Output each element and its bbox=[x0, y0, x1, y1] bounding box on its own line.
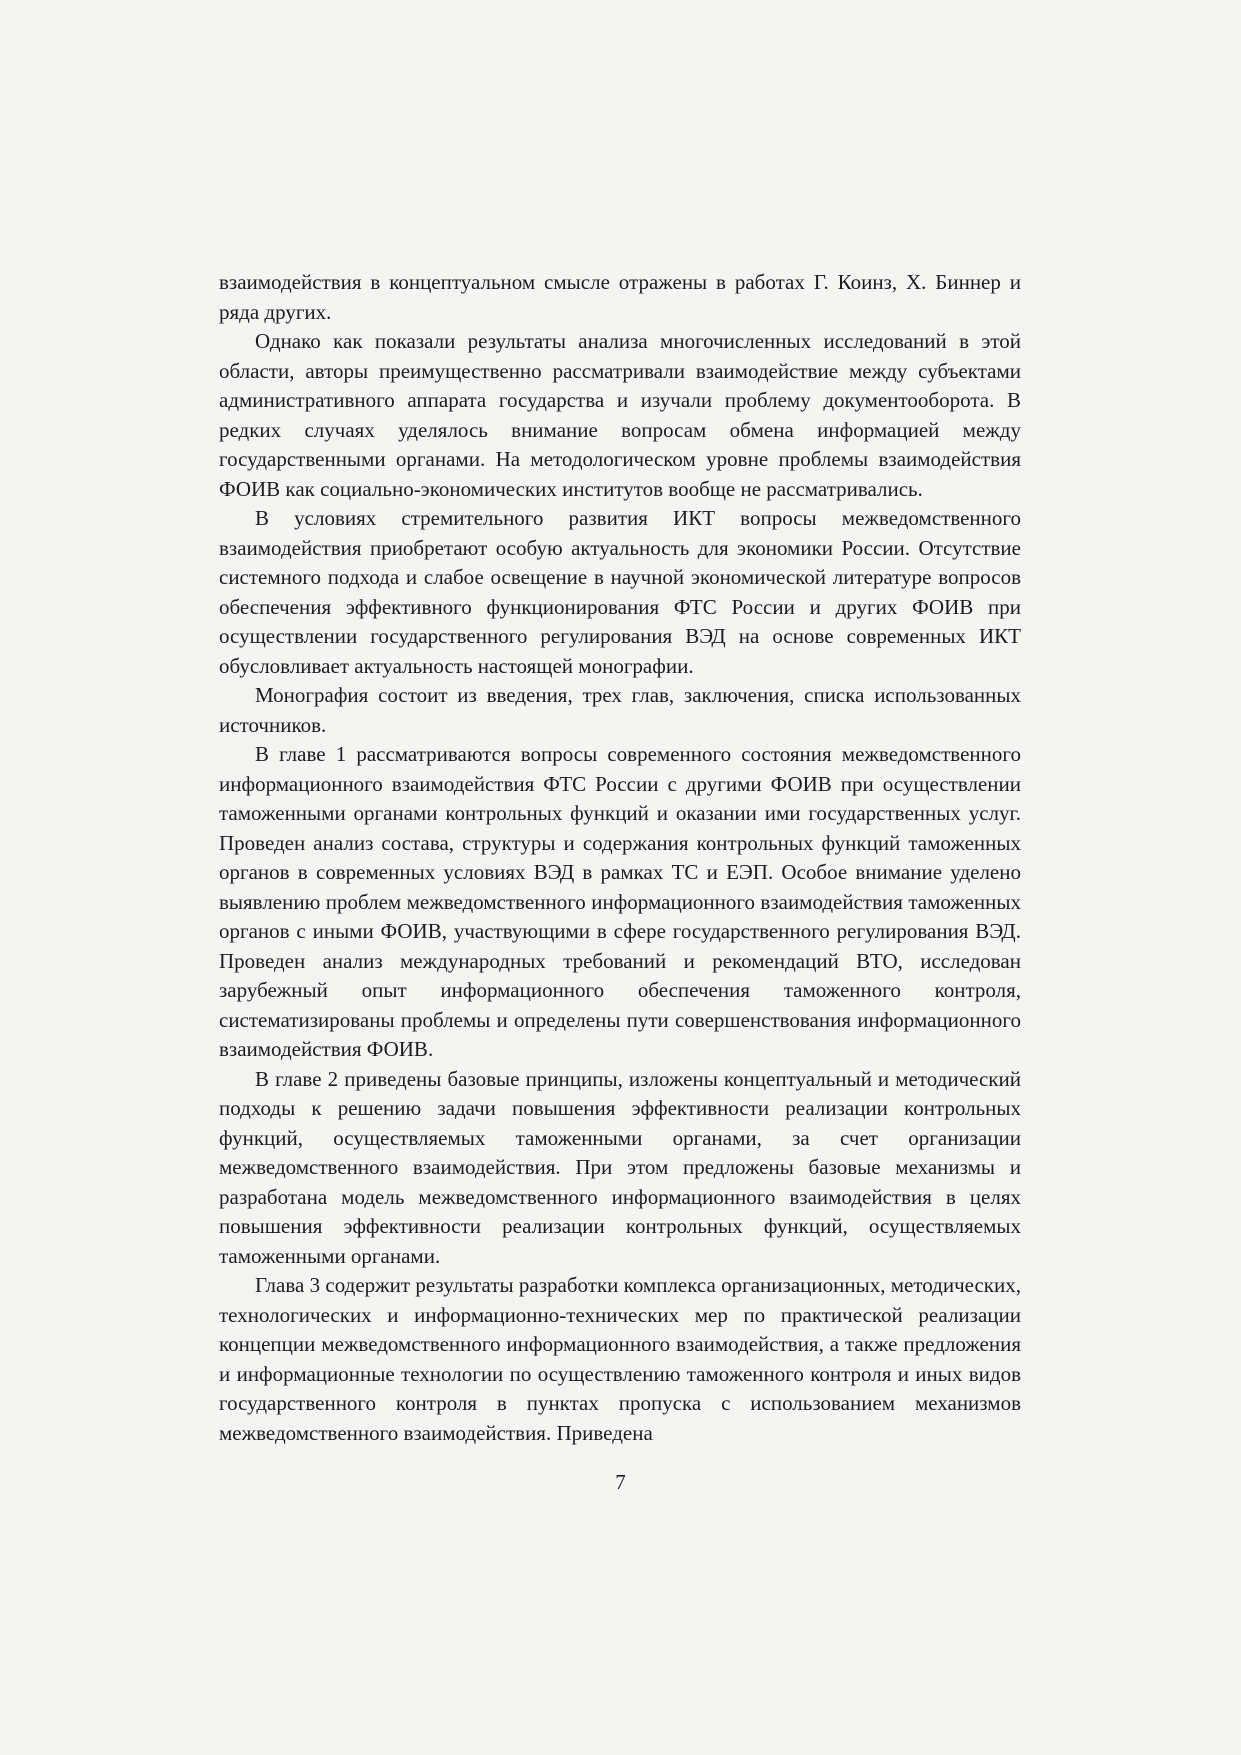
paragraph-chapter-3: Глава 3 содержит результаты разработки комплекса организационных, методических, технологических и информационно-технических мер по практической реализации концепции межведомственного информационного взаимодействия, а также предложения и информационные технологии по осуществлению таможенного контроля и иных видов государственного контроля в пунктах пропуска с использованием механизмов межведомственного взаимодействия. Приведена bbox=[219, 1273, 1021, 1445]
paragraph-chapter-1: В главе 1 рассматриваются вопросы современного состояния межведомственного информационного взаимодействия ФТС России с другими ФОИВ при осуществлении таможенными органами контрольных функций и оказании ими государственных услуг. Проведен анализ состава, структуры и содержания контрольных функций таможенных органов в современных условиях ВЭД в рамках ТС и ЕЭП. Особое внимание уделено выявлению проблем межведомственного информационного взаимодействия таможенных органов с иными ФОИВ, участвующими в сфере государственного регулирования ВЭД. Проведен анализ международных требований и рекомендаций ВТО, исследован зарубежный опыт информационного обеспечения таможенного контроля, систематизированы проблемы и определены пути совершенствования информационного взаимодействия ФОИВ. bbox=[219, 742, 1021, 1061]
page-number: 7 bbox=[615, 1470, 626, 1494]
paragraph-continuation: взаимодействия в концептуальном смысле отражены в работах Г. Коинз, Х. Биннер и ряда других. bbox=[219, 270, 1021, 324]
page-body bbox=[219, 268, 1021, 1448]
paragraph-research-review: Однако как показали результаты анализа многочисленных исследований в этой области, авторы преимущественно рассматривали взаимодействие между субъектами административного аппарата государства и изучали проблему документооборота. В редких случаях уделялось внимание вопросам обмена информацией между государственными органами. На методологическом уровне проблемы взаимодействия ФОИВ как социально-экономических институтов вообще не рассматривались. bbox=[219, 329, 1021, 501]
paragraph-relevance: В условиях стремительного развития ИКТ вопросы межведомственного взаимодействия приобретают особую актуальность для экономики России. Отсутствие системного подхода и слабое освещение в научной экономической литературе вопросов обеспечения эффективного функционирования ФТС России и других ФОИВ при осуществлении государственного регулирования ВЭД на основе современных ИКТ обусловливает актуальность настоящей монографии. bbox=[219, 506, 1021, 678]
paragraph-structure: Монография состоит из введения, трех глав, заключения, списка использованных источников. bbox=[219, 683, 1021, 737]
paragraph-chapter-2: В главе 2 приведены базовые принципы, изложены концептуальный и методический подходы к решению задачи повышения эффективности реализации контрольных функций, осуществляемых таможенными органами, за счет организации межведомственного взаимодействия. При этом предложены базовые механизмы и разработана модель межведомственного информационного взаимодействия в целях повышения эффективности реализации контрольных функций, осуществляемых таможенными органами. bbox=[219, 1066, 1021, 1268]
